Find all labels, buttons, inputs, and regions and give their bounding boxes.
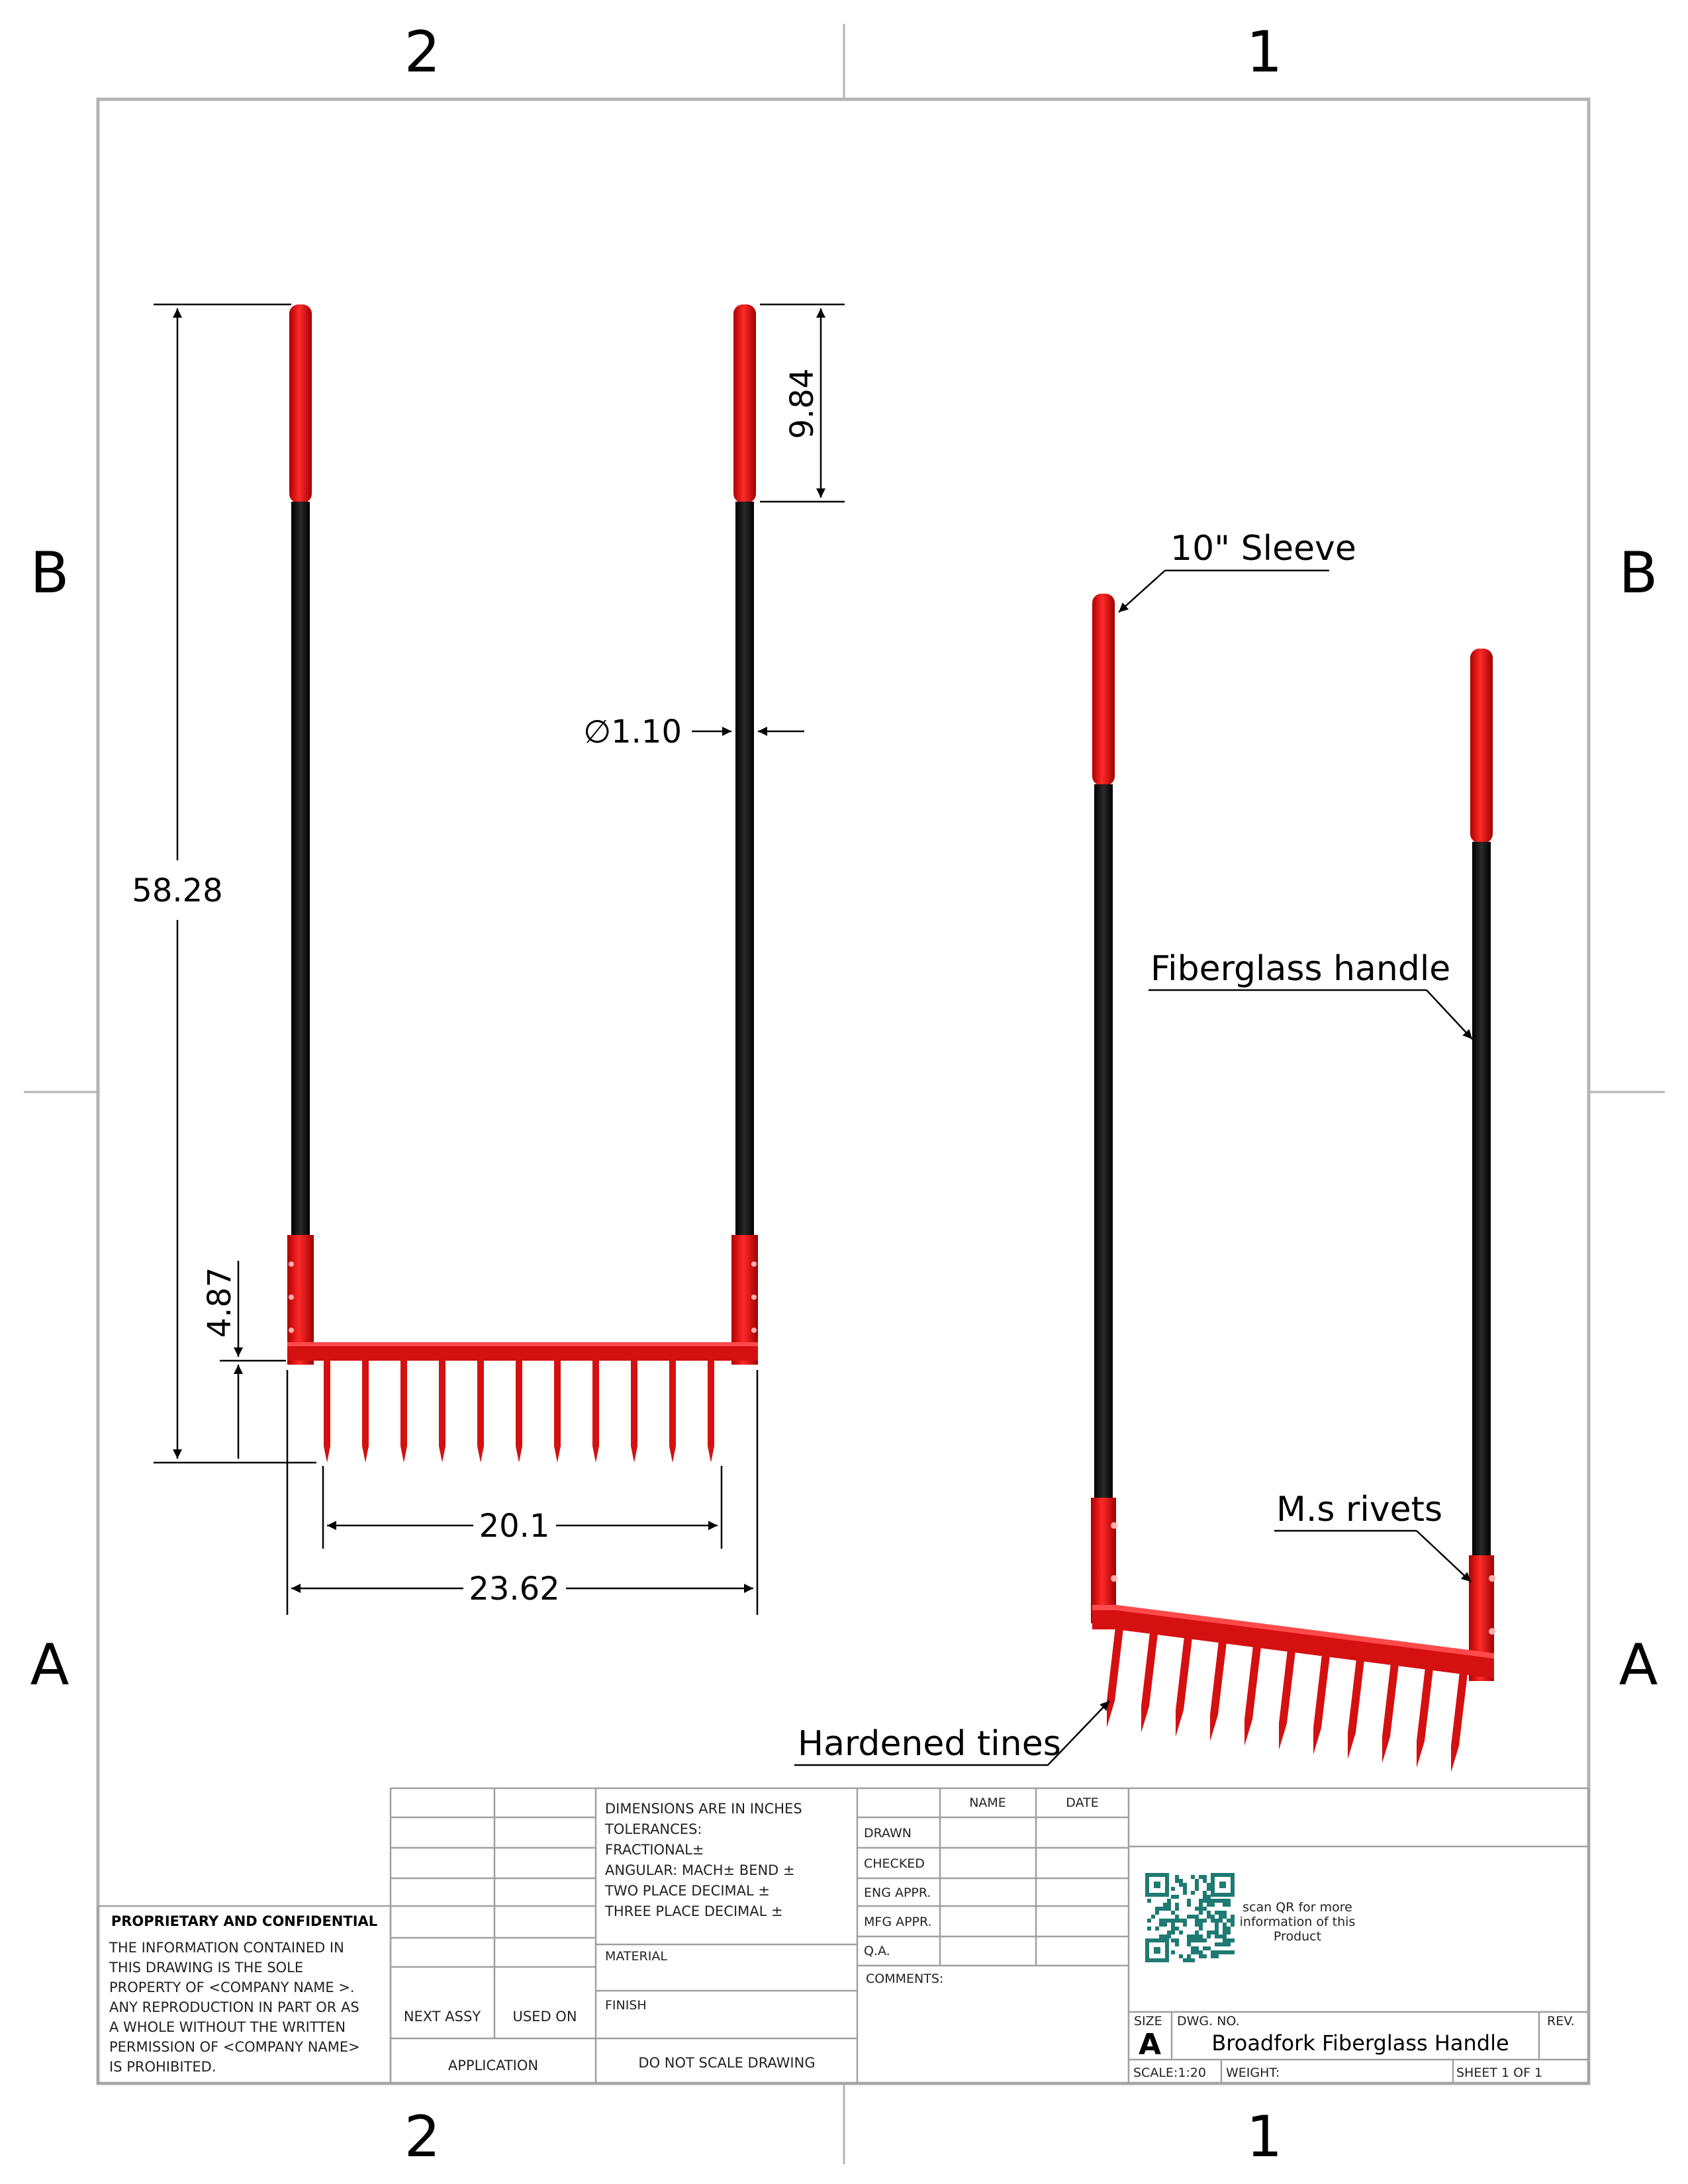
- qr-module: [1203, 1907, 1207, 1911]
- dimension-handle-diameter: ∅1.10: [583, 713, 682, 751]
- qr-module: [1207, 1915, 1211, 1919]
- qr-module: [1171, 1938, 1175, 1942]
- qr-module: [1223, 1903, 1227, 1907]
- qr-module: [1203, 1899, 1207, 1903]
- qr-module: [1163, 1919, 1167, 1923]
- svg-text:ANGULAR: MACH± BEND ±: ANGULAR: MACH± BEND ±: [605, 1862, 795, 1878]
- zone-label-right-b: B: [1618, 540, 1658, 606]
- svg-text:scan QR for more: scan QR for more: [1243, 1900, 1352, 1915]
- qr-module: [1223, 1931, 1227, 1934]
- zone-label-top-2: 2: [404, 19, 441, 85]
- front-tines: [324, 1361, 714, 1463]
- zone-label-bottom-2: 2: [404, 2104, 441, 2170]
- qr-module: [1171, 1919, 1175, 1923]
- qr-module: [1227, 1899, 1231, 1903]
- zone-label-bottom-1: 1: [1246, 2104, 1283, 2170]
- zone-label-right-a: A: [1618, 1632, 1658, 1698]
- svg-text:Product: Product: [1273, 1929, 1322, 1944]
- qr-module: [1207, 1895, 1211, 1899]
- qr-module: [1175, 1879, 1179, 1883]
- qr-module: [1171, 1895, 1175, 1899]
- zone-label-top-1: 1: [1246, 19, 1283, 85]
- qr-module: [1195, 1915, 1199, 1919]
- qr-module: [1227, 1942, 1231, 1946]
- qr-module: [1199, 1950, 1203, 1954]
- approval-rows: [864, 1826, 932, 1958]
- qr-module: [1207, 1946, 1211, 1950]
- drawing-title: Broadfork Fiberglass Handle: [1211, 2030, 1509, 2056]
- svg-text:information of this: information of this: [1239, 1915, 1356, 1929]
- qr-module: [1223, 1923, 1227, 1927]
- qr-module: [1183, 1958, 1187, 1962]
- qr-module: [1195, 1946, 1199, 1950]
- qr-module: [1215, 1950, 1219, 1954]
- qr-module: [1171, 1931, 1175, 1934]
- qr-module: [1191, 1915, 1195, 1919]
- qr-module: [1207, 1931, 1211, 1934]
- qr-module: [1147, 1927, 1151, 1931]
- qr-module: [1179, 1919, 1183, 1923]
- qr-module: [1171, 1911, 1175, 1915]
- iso-left-sleeve: [1092, 594, 1115, 786]
- qr-module: [1167, 1903, 1171, 1907]
- qr-module: [1155, 1911, 1159, 1915]
- qr-module: [1203, 1891, 1207, 1895]
- qr-module: [1159, 1919, 1163, 1923]
- qr-module: [1187, 1915, 1191, 1919]
- qr-module: [1183, 1923, 1187, 1927]
- qr-module: [1175, 1875, 1179, 1879]
- svg-text:THIS DRAWING IS THE SOLE: THIS DRAWING IS THE SOLE: [109, 1960, 304, 1976]
- svg-text:ENG APPR.: ENG APPR.: [864, 1886, 931, 1900]
- qr-module: [1179, 1954, 1183, 1958]
- qr-module: [1211, 1919, 1215, 1923]
- qr-module: [1167, 1931, 1171, 1934]
- callout-hardened-tines: Hardened tines: [798, 1724, 1061, 1764]
- qr-module: [1215, 1927, 1219, 1931]
- qr-module: [1215, 1923, 1219, 1927]
- qr-module: [1203, 1879, 1207, 1883]
- qr-module: [1187, 1958, 1191, 1962]
- qr-module: [1159, 1907, 1163, 1911]
- weight-label: WEIGHT:: [1226, 2066, 1280, 2080]
- qr-module: [1167, 1934, 1171, 1938]
- name-column-header: NAME: [969, 1796, 1006, 1810]
- qr-module: [1215, 1942, 1219, 1946]
- qr-module: [1199, 1923, 1203, 1927]
- left-handle: [291, 502, 310, 1236]
- qr-module: [1163, 1903, 1167, 1907]
- zone-label-left-a: A: [30, 1632, 70, 1698]
- qr-module: [1211, 1931, 1215, 1934]
- qr-module: [1171, 1887, 1175, 1891]
- svg-text:A WHOLE WITHOUT THE WRITTEN: A WHOLE WITHOUT THE WRITTEN: [109, 2019, 346, 2035]
- qr-module: [1191, 1875, 1195, 1879]
- qr-module: [1195, 1883, 1199, 1887]
- qr-module: [1179, 1931, 1183, 1934]
- qr-module: [1231, 1915, 1235, 1919]
- qr-module: [1223, 1927, 1227, 1931]
- qr-module: [1231, 1938, 1235, 1942]
- qr-module: [1219, 1942, 1223, 1946]
- tolerance-notes: [604, 1801, 802, 1919]
- qr-module: [1191, 1938, 1195, 1942]
- qr-module: [1199, 1875, 1203, 1879]
- qr-module: [1199, 1903, 1203, 1907]
- left-sleeve: [289, 304, 312, 503]
- qr-module: [1155, 1907, 1159, 1911]
- dimension-tine-span: 20.1: [479, 1508, 550, 1545]
- qr-module: [1195, 1919, 1199, 1923]
- qr-module: [1187, 1942, 1191, 1946]
- qr-module: [1203, 1938, 1207, 1942]
- zone-label-left-b: B: [30, 540, 70, 606]
- qr-module: [1175, 1895, 1179, 1899]
- qr-module: [1219, 1911, 1223, 1915]
- qr-module: [1227, 1938, 1231, 1942]
- qr-module: [1167, 1899, 1171, 1903]
- qr-module: [1187, 1938, 1191, 1942]
- qr-module: [1183, 1887, 1187, 1891]
- qr-module: [1147, 1899, 1151, 1903]
- qr-module: [1151, 1915, 1155, 1919]
- qr-module: [1223, 1915, 1227, 1919]
- dimension-tine-length: 4.87: [201, 1267, 238, 1338]
- qr-module: [1167, 1907, 1171, 1911]
- qr-module: [1183, 1891, 1187, 1895]
- callout-leaders: [794, 570, 1472, 1765]
- qr-module: [1203, 1875, 1207, 1879]
- qr-caption: [1240, 1900, 1356, 1944]
- qr-module: [1231, 1923, 1235, 1927]
- qr-module: [1199, 1907, 1203, 1911]
- do-not-scale-note: DO NOT SCALE DRAWING: [638, 2055, 816, 2071]
- qr-module: [1179, 1883, 1183, 1887]
- isometric-view: [1091, 594, 1495, 1772]
- dwg-no-label: DWG. NO.: [1177, 2014, 1240, 2028]
- svg-text:Q.A.: Q.A.: [864, 1944, 890, 1958]
- next-assy-label: NEXT ASSY: [403, 2009, 481, 2025]
- svg-text:FRACTIONAL±: FRACTIONAL±: [605, 1842, 704, 1858]
- front-view: [287, 304, 758, 1463]
- qr-module: [1227, 1903, 1231, 1907]
- qr-module: [1215, 1919, 1219, 1923]
- scale-label: SCALE:1:20: [1133, 2066, 1206, 2080]
- qr-module: [1207, 1899, 1211, 1903]
- qr-module: [1175, 1927, 1179, 1931]
- svg-text:TOLERANCES:: TOLERANCES:: [605, 1821, 702, 1837]
- qr-module: [1227, 1931, 1231, 1934]
- right-sleeve: [733, 304, 756, 503]
- svg-text:PERMISSION OF <COMPANY NAME>: PERMISSION OF <COMPANY NAME>: [109, 2039, 360, 2055]
- svg-text:CHECKED: CHECKED: [864, 1856, 925, 1871]
- application-label: APPLICATION: [447, 2058, 539, 2073]
- qr-module: [1155, 1927, 1159, 1931]
- iso-right-handle: [1472, 842, 1491, 1557]
- qr-module: [1215, 1934, 1219, 1938]
- qr-module: [1219, 1919, 1223, 1923]
- sheet-label: SHEET 1 OF 1: [1456, 2066, 1543, 2080]
- qr-module: [1195, 1887, 1199, 1891]
- qr-module: [1215, 1931, 1219, 1934]
- svg-text:THREE PLACE DECIMAL ±: THREE PLACE DECIMAL ±: [605, 1903, 783, 1919]
- iso-right-sleeve: [1470, 649, 1493, 843]
- qr-module: [1227, 1927, 1231, 1931]
- qr-module: [1219, 1950, 1223, 1954]
- dimension-overall-height: 58.28: [132, 872, 223, 909]
- svg-text:ANY REPRODUCTION IN PART OR AS: ANY REPRODUCTION IN PART OR AS: [109, 1999, 359, 2015]
- svg-text:MFG APPR.: MFG APPR.: [864, 1915, 932, 1929]
- qr-module: [1159, 1923, 1163, 1927]
- qr-module: [1223, 1950, 1227, 1954]
- qr-module: [1183, 1919, 1187, 1923]
- qr-module: [1175, 1903, 1179, 1907]
- qr-module: [1215, 1954, 1219, 1958]
- qr-module: [1199, 1954, 1203, 1958]
- comments-label: COMMENTS:: [866, 1972, 944, 1986]
- qr-module: [1223, 1942, 1227, 1946]
- qr-module: [1163, 1923, 1167, 1927]
- svg-text:PROPERTY OF <COMPANY NAME >.: PROPERTY OF <COMPANY NAME >.: [109, 1979, 355, 1995]
- callout-fiberglass-handle: Fiberglass handle: [1150, 949, 1451, 989]
- qr-module: [1175, 1915, 1179, 1919]
- sheet-border: [24, 24, 1665, 2164]
- qr-module: [1211, 1950, 1215, 1954]
- qr-module: [1179, 1879, 1183, 1883]
- qr-module: [1227, 1919, 1231, 1923]
- qr-module: [1175, 1907, 1179, 1911]
- qr-module: [1219, 1915, 1223, 1919]
- qr-module: [1175, 1942, 1179, 1946]
- size-value: A: [1139, 2028, 1162, 2062]
- qr-code-icon: [1145, 1873, 1235, 1962]
- qr-module: [1207, 1883, 1211, 1887]
- qr-module: [1223, 1911, 1227, 1915]
- qr-module: [1199, 1919, 1203, 1923]
- qr-module: [1171, 1950, 1175, 1954]
- qr-module: [1159, 1934, 1163, 1938]
- used-on-label: USED ON: [512, 2009, 577, 2025]
- material-label: MATERIAL: [605, 1949, 667, 1964]
- qr-module: [1199, 1938, 1203, 1942]
- qr-module: [1207, 1934, 1211, 1938]
- qr-module: [1171, 1923, 1175, 1927]
- qr-module: [1211, 1954, 1215, 1958]
- qr-module: [1187, 1903, 1191, 1907]
- qr-module: [1223, 1934, 1227, 1938]
- svg-text:DRAWN: DRAWN: [864, 1826, 912, 1841]
- qr-module: [1215, 1899, 1219, 1903]
- qr-module: [1191, 1946, 1195, 1950]
- svg-text:TWO PLACE DECIMAL ±: TWO PLACE DECIMAL ±: [605, 1883, 770, 1899]
- qr-module: [1203, 1919, 1207, 1923]
- qr-module: [1211, 1915, 1215, 1919]
- qr-module: [1195, 1938, 1199, 1942]
- qr-module: [1199, 1911, 1203, 1915]
- qr-module: [1227, 1950, 1231, 1954]
- finish-label: FINISH: [605, 1998, 647, 2013]
- size-label: SIZE: [1134, 2014, 1162, 2028]
- callout-rivets: M.s rivets: [1276, 1490, 1443, 1529]
- qr-module: [1195, 1923, 1199, 1927]
- qr-module: [1163, 1907, 1167, 1911]
- qr-module: [1211, 1903, 1215, 1907]
- qr-module: [1187, 1954, 1191, 1958]
- qr-module: [1203, 1895, 1207, 1899]
- qr-module: [1163, 1934, 1167, 1938]
- qr-module: [1207, 1887, 1211, 1891]
- qr-module: [1191, 1891, 1195, 1895]
- qr-module: [1211, 1899, 1215, 1903]
- right-handle: [735, 502, 754, 1236]
- svg-text:THE INFORMATION CONTAINED IN: THE INFORMATION CONTAINED IN: [109, 1940, 344, 1956]
- qr-module: [1195, 1907, 1199, 1911]
- qr-module: [1191, 1950, 1195, 1954]
- svg-text:IS PROHIBITED.: IS PROHIBITED.: [109, 2059, 216, 2075]
- qr-module: [1223, 1938, 1227, 1942]
- callout-sleeve: 10" Sleeve: [1170, 529, 1356, 569]
- qr-module: [1171, 1927, 1175, 1931]
- qr-module: [1191, 1958, 1195, 1962]
- qr-module: [1199, 1934, 1203, 1938]
- qr-module: [1203, 1954, 1207, 1958]
- rev-label: REV.: [1547, 2014, 1575, 2028]
- qr-module: [1175, 1919, 1179, 1923]
- qr-module: [1147, 1919, 1151, 1923]
- proprietary-title: PROPRIETARY AND CONFIDENTIAL: [111, 1913, 378, 1929]
- qr-module: [1203, 1946, 1207, 1950]
- qr-module: [1187, 1934, 1191, 1938]
- qr-module: [1231, 1919, 1235, 1923]
- qr-module: [1199, 1899, 1203, 1903]
- dimension-sleeve-length: 9.84: [784, 368, 821, 439]
- qr-module: [1207, 1911, 1211, 1915]
- qr-module: [1175, 1938, 1179, 1942]
- qr-module: [1195, 1931, 1199, 1934]
- date-column-header: DATE: [1066, 1796, 1099, 1810]
- qr-module: [1215, 1911, 1219, 1915]
- svg-text:DIMENSIONS ARE IN INCHES: DIMENSIONS ARE IN INCHES: [605, 1801, 802, 1817]
- qr-module: [1187, 1899, 1191, 1903]
- qr-module: [1183, 1883, 1187, 1887]
- qr-module: [1199, 1927, 1203, 1931]
- qr-module: [1195, 1879, 1199, 1883]
- qr-module: [1195, 1934, 1199, 1938]
- qr-module: [1219, 1899, 1223, 1903]
- qr-module: [1167, 1919, 1171, 1923]
- qr-module: [1191, 1934, 1195, 1938]
- iso-left-handle: [1094, 784, 1113, 1499]
- dimension-overall-width: 23.62: [469, 1570, 560, 1608]
- qr-module: [1231, 1950, 1235, 1954]
- qr-module: [1219, 1934, 1223, 1938]
- qr-module: [1223, 1899, 1227, 1903]
- proprietary-text: [109, 1940, 360, 2075]
- iso-left-socket: [1091, 1498, 1116, 1623]
- qr-module: [1195, 1950, 1199, 1954]
- qr-module: [1207, 1903, 1211, 1907]
